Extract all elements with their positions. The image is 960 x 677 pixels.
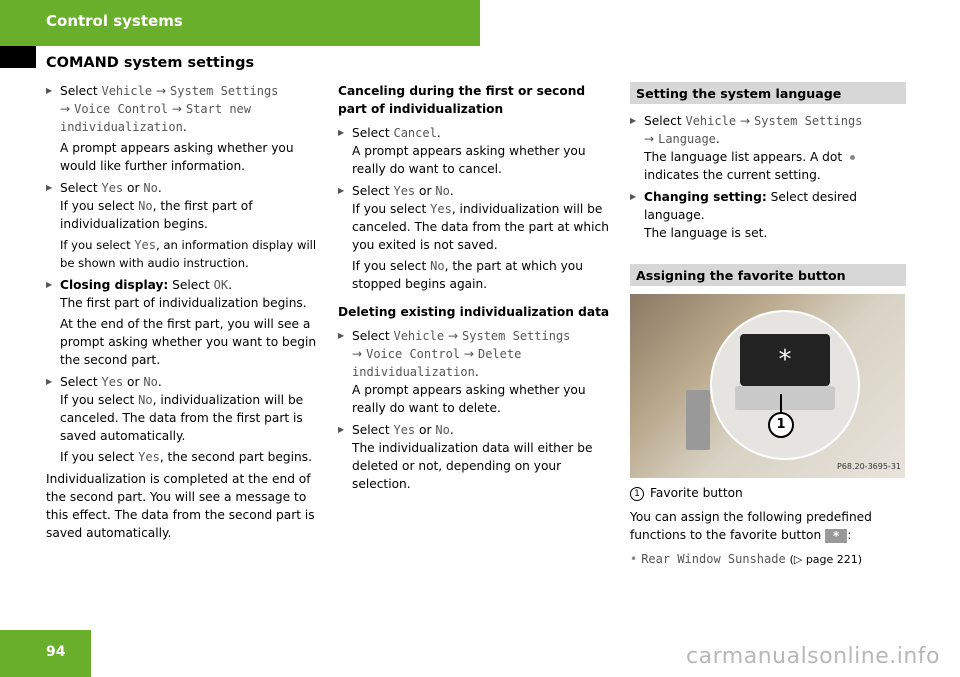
cancel-heading: Canceling during the first or second part of individualization [338, 84, 586, 116]
chapter-title: Control systems [46, 12, 183, 30]
closing-paragraph: Individualization is completed at the end of the second part. You will see a message to this effect. The data from the second part is saved automatically. [46, 472, 315, 540]
step: ▶ Changing setting: Select desired language. The language is set. [630, 188, 906, 242]
step: ▶ Select Yes or No. If you select Yes, individualization will be canceled. The data from the part at which you exited is not saved. If you select No, the part at which you stopped begins again. [338, 182, 614, 293]
step: ▶ Select Vehicle → System Settings → Language. The language list appears. A dot indicates the current setting. [630, 112, 906, 184]
switch-panel [686, 390, 710, 450]
leader-line [780, 394, 782, 414]
watermark: carmanualsonline.info [686, 644, 940, 669]
step: ▶ Select Vehicle → System Settings → Voice Control → Start new individualization. A prompt appears asking whether you would like further information. [46, 82, 324, 175]
favorite-button-photo [630, 294, 905, 478]
page-number: 94 [46, 644, 66, 660]
figure-code: P68.20-3695-31 [836, 462, 901, 471]
bullet-item: • Rear Window Sunshade (▷ page 221) [630, 552, 863, 566]
column-2 [338, 82, 614, 497]
language-heading: Setting the system language [630, 82, 906, 104]
step: ▶ Select Yes or No. If you select No, individualization will be canceled. The data from the first part is saved automatically. If you select Yes, the second part begins. [46, 373, 324, 466]
column-1 [46, 82, 324, 548]
step: ▶ Select Vehicle → System Settings → Voice Control → Delete individualization. A prompt appears asking whether you really do want to delete. [338, 327, 614, 417]
step: ▶ Select Yes or No. The individualization data will either be deleted or not, depending on your selection. [338, 421, 614, 493]
dot-icon [850, 155, 855, 160]
section-title: COMAND system settings [46, 55, 255, 71]
step: ▶ Select Cancel. A prompt appears asking whether you really do want to cancel. [338, 124, 614, 178]
section-marker [0, 46, 36, 68]
assign-paragraph: You can assign the following predefined functions to the favorite button * : [630, 510, 872, 543]
column-3 [630, 82, 906, 575]
favorite-heading: Assigning the favorite button [630, 264, 906, 286]
star-icon: * [825, 529, 847, 543]
delete-heading: Deleting existing individualization data [338, 305, 610, 319]
step: ▶ Select Yes or No. If you select No, the first part of individualization begins. If you select Yes, an information display will be shown with audio instruction. [46, 179, 324, 272]
favorite-button: * [740, 334, 830, 386]
step: ▶ Closing display: Select OK. The first part of individualization begins. At the end of the first part, you will see a prompt asking whether you want to begin the second part. [46, 276, 324, 369]
callout-number: 1 [768, 412, 794, 438]
button-base [735, 386, 835, 410]
figure-caption: 1 Favorite button [630, 484, 906, 502]
